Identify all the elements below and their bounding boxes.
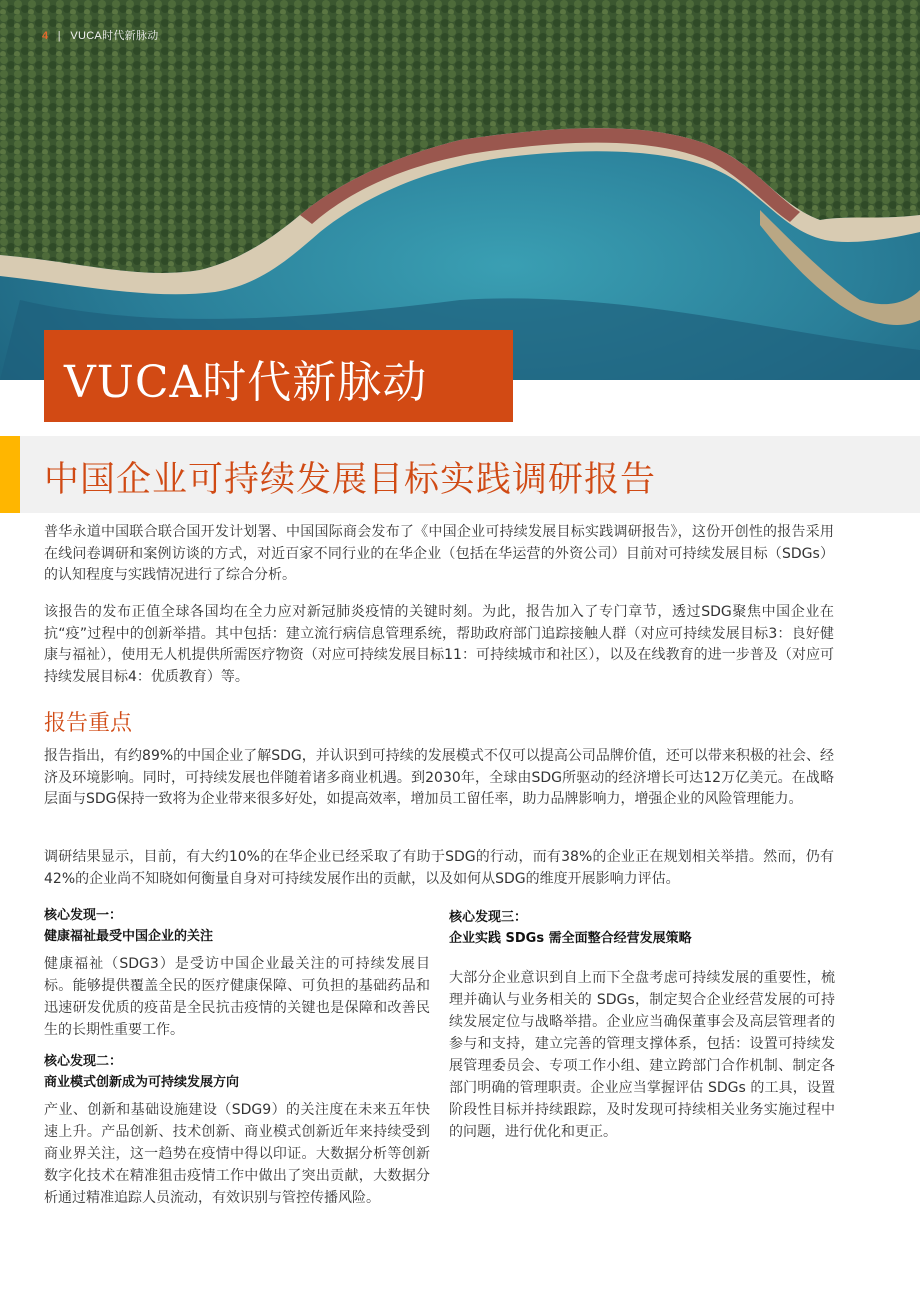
title-band bbox=[44, 330, 513, 422]
page-number: 4 bbox=[42, 30, 49, 42]
intro-paragraph-2: 该报告的发布正值全球各国均在全力应对新冠肺炎疫情的关键时刻。为此，报告加入了专门章节，透过SDG聚焦中国企业在抗“疫”过程中的创新举措。其中包括：建立流行病信息管理系统，帮助政府部门追踪接触人群（对应可持续发展目标3：良好健康与福祉），使用无人机提供所需医疗物资（对应可持续发展目标11：可持续城市和社区），以及在线教育的进一步普及（对应可持续发展目标4：优质教育）等。 bbox=[44, 604, 834, 685]
intro-paragraph-1: 普华永道中国联合联合国开发计划署、中国国际商会发布了《中国企业可持续发展目标实践调研报告》，这份开创性的报告采用在线问卷调研和案例访谈的方式，对近百家不同行业的在华企业（包括在华运营的外资公司）目前对可持续发展目标（SDGs）的认知程度与实践情况进行了综合分析。 bbox=[44, 524, 834, 583]
hero-landscape-illustration bbox=[0, 0, 920, 380]
finding-1-text: 健康福祉（SDG3）是受访中国企业最关注的可持续发展目标。能够提供覆盖全民的医疗健康保障、可负担的基础药品和迅速研发优质的疫苗是全民抗击疫情的关键也是保障和改善民生的长期性重要工作。 bbox=[44, 956, 430, 1038]
report-title: 中国企业可持续发展目标实践调研报告 bbox=[44, 460, 657, 500]
section-heading: 报告重点 bbox=[44, 711, 133, 736]
finding-2-heading: 商业模式创新成为可持续发展方向 bbox=[44, 1075, 240, 1090]
hero-image bbox=[0, 0, 920, 380]
finding-2 bbox=[44, 1051, 430, 1209]
finding-2-label: 核心发现二： bbox=[44, 1054, 123, 1069]
finding-1-label: 核心发现一： bbox=[44, 908, 123, 923]
finding-3-label: 核心发现三： bbox=[449, 910, 528, 925]
finding-1 bbox=[44, 905, 430, 1041]
section-paragraph-1: 报告指出，有约89%的中国企业了解SDG，并认识到可持续的发展模式不仅可以提高公司品牌价值，还可以带来积极的社会、经济及环境影响。同时，可持续发展也伴随着诸多商业机遇。到2030年，全球由SDG所驱动的经济增长可达12万亿美元。在战略层面与SDG保持一致将为企业带来很多好处，如提高效率，增加员工留任率，助力品牌影响力，增强企业的风险管理能力。 bbox=[44, 748, 834, 807]
header-separator: | bbox=[57, 30, 61, 42]
running-title: VUCA时代新脉动 bbox=[70, 30, 159, 42]
finding-3-text: 大部分企业意识到自上而下全盘考虑可持续发展的重要性，梳理并确认与业务相关的 SDGs，制定契合企业经营发展的可持续发展定位与战略举措。企业应当确保董事会及高层管理者的参与和支持，建立完善的管理支撑体系，包括：设置可持续发展管理委员会、专项工作小组、建立跨部门合作机制、制定各部门明确的管理职责。企业应当掌握评估 SDGs 的工具，设置阶段性目标并持续跟踪，及时发现可持续相关业务实施过程中的问题，进行优化和更正。 bbox=[449, 970, 835, 1140]
finding-2-text: 产业、创新和基础设施建设（SDG9）的关注度在未来五年快速上升。产品创新、技术创新、商业模式创新近年来持续受到商业界关注，这一趋势在疫情中得以印证。大数据分析等创新数字化技术在精准狙击疫情工作中做出了突出贡献，大数据分析通过精准追踪人员流动，有效识别与管控传播风险。 bbox=[44, 1102, 430, 1206]
subtitle-band bbox=[0, 436, 920, 513]
finding-3-heading: 企业实践 SDGs 需全面整合经营发展策略 bbox=[449, 931, 692, 946]
finding-1-heading: 健康福祉最受中国企业的关注 bbox=[44, 929, 214, 944]
findings-left-column bbox=[44, 905, 430, 1219]
subtitle-accent-bar bbox=[0, 436, 20, 513]
section-paragraph-2: 调研结果显示，目前，有大约10%的在华企业已经采取了有助于SDG的行动，而有38%的企业正在规划相关举措。然而，仍有42%的企业尚不知晓如何衡量自身对可持续发展作出的贡献，以及如何从SDG的维度开展影响力评估。 bbox=[44, 849, 834, 887]
page-title: VUCA时代新脉动 bbox=[64, 357, 428, 408]
finding-3 bbox=[449, 907, 835, 1143]
running-header bbox=[42, 27, 159, 43]
findings-right-column bbox=[449, 907, 835, 1153]
